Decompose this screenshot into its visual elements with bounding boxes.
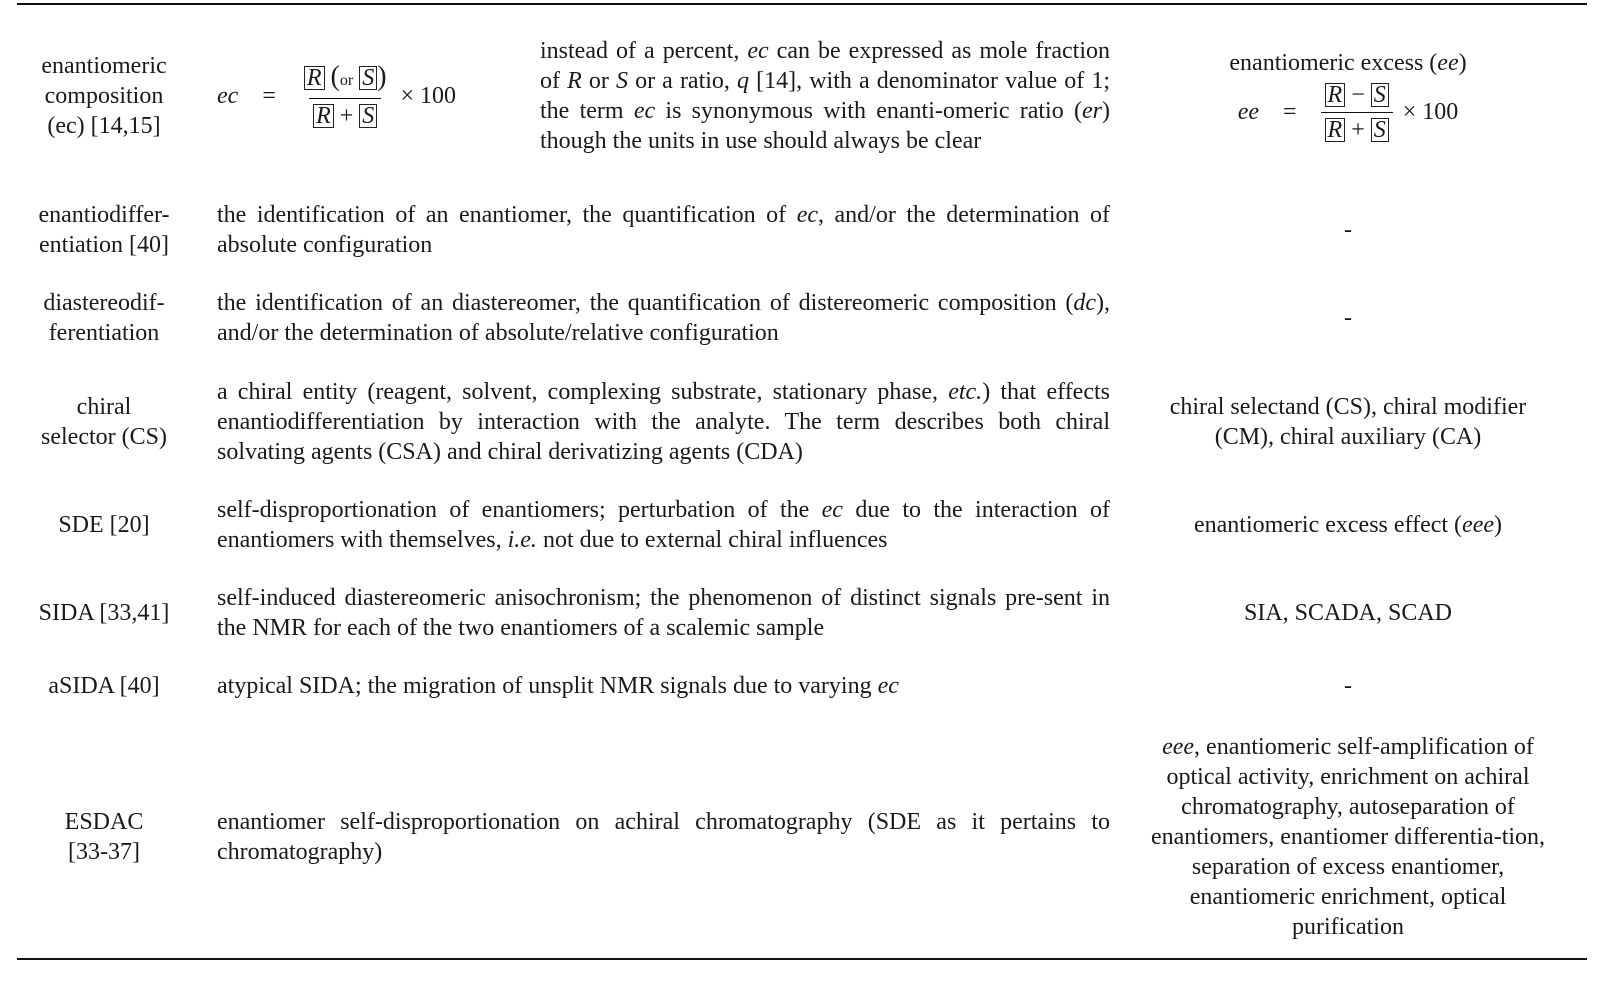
table-row bbox=[0, 580, 1603, 646]
description-cell bbox=[217, 196, 1110, 264]
term-text: aSIDA [40] bbox=[48, 673, 160, 699]
description-cell bbox=[217, 492, 1110, 558]
term-cell bbox=[17, 20, 191, 172]
synonym-cell bbox=[1148, 668, 1548, 704]
term-text: SDE [20] bbox=[58, 512, 150, 538]
description-cell bbox=[540, 20, 1110, 172]
synonym-cell bbox=[1148, 730, 1548, 944]
synonym-text: - bbox=[1344, 305, 1352, 331]
term-text: enantiomeric composition (ec) [14,15] bbox=[41, 53, 167, 139]
synonym-text: - bbox=[1344, 217, 1352, 243]
synonym-text: eee, enantiomeric self-amplification of optical activity, enrichment on achiral chromatography, autoseparation of enantiomers, enantiomer differentia-tion, separation of excess enantiomer, enantiomeric enrichment, optical purification bbox=[1150, 734, 1546, 940]
table-top-rule bbox=[17, 3, 1587, 5]
synonym-cell bbox=[1148, 580, 1548, 646]
term-text: SIDA [33,41] bbox=[38, 600, 170, 626]
description-text: self-induced diastereomeric anisochronism; the phenomenon of distinct signals pre-sent in the NMR for each of the two enantiomers of a scalemic sample bbox=[217, 585, 1110, 641]
description-text: a chiral entity (reagent, solvent, complexing substrate, stationary phase, etc.) that effects enantiodifferentiation by interaction with the analyte. The term describes both chiral solvating agents (CSA) and chiral derivatizing agents (CDA) bbox=[217, 379, 1110, 465]
term-cell bbox=[17, 668, 191, 704]
term-text: ESDAC [33-37] bbox=[64, 809, 144, 865]
synonym-cell bbox=[1148, 284, 1548, 352]
synonym-text: enantiomeric excess effect (eee) bbox=[1193, 512, 1503, 538]
table-row bbox=[0, 492, 1603, 558]
term-cell bbox=[17, 375, 191, 469]
description-text: atypical SIDA; the migration of unsplit NMR signals due to varying ec bbox=[217, 673, 899, 699]
description-cell bbox=[217, 375, 1110, 469]
description-cell bbox=[217, 730, 1110, 944]
term-cell bbox=[17, 730, 191, 944]
description-text: instead of a percent, ec can be expressed as mole fraction of R or S or a ratio, q [14], with a denominator value of 1; the term ec is synonymous with enanti-omeric ratio (er) though the units in use should always be clear bbox=[540, 38, 1110, 154]
synonym-text: SIA, SCADA, SCAD bbox=[1243, 600, 1453, 626]
ee-title: enantiomeric excess (ee) bbox=[1229, 49, 1467, 76]
synonym-text: - bbox=[1344, 673, 1352, 699]
synonym-cell bbox=[1148, 20, 1548, 172]
term-cell bbox=[17, 580, 191, 646]
description-text: self-disproportionation of enantiomers; perturbation of the ec due to the interaction of enantiomers with themselves, i.e. not due to external chiral influences bbox=[217, 497, 1110, 553]
term-cell bbox=[17, 196, 191, 264]
term-cell bbox=[17, 284, 191, 352]
ee-fraction: $\frac{R - S}{R + S}$ bbox=[1321, 80, 1393, 145]
table-row bbox=[0, 730, 1603, 944]
synonym-cell bbox=[1148, 375, 1548, 469]
synonym-cell bbox=[1148, 492, 1548, 558]
table-row bbox=[0, 668, 1603, 704]
description-text: enantiomer self-disproportionation on achiral chromatography (SDE as it pertains to chromatography) bbox=[217, 809, 1110, 865]
ec-fraction: $\frac{\text{R (or S )}}{R + S}$ bbox=[300, 62, 391, 131]
term-text: chiral selector (CS) bbox=[41, 394, 167, 450]
term-cell bbox=[17, 492, 191, 558]
ec-formula-cell bbox=[217, 20, 517, 172]
table-row bbox=[0, 196, 1603, 264]
ee-formula: ee = $\frac{R - S}{R + S}$ × 100 bbox=[1237, 81, 1459, 143]
description-cell bbox=[217, 668, 1110, 704]
description-cell bbox=[217, 580, 1110, 646]
table-row bbox=[0, 375, 1603, 469]
description-cell bbox=[217, 284, 1110, 352]
table-row bbox=[0, 20, 1603, 172]
term-text: enantiodiffer- entiation [40] bbox=[38, 202, 170, 258]
term-text: diastereodif- ferentiation bbox=[43, 290, 165, 346]
description-text: the identification of an diastereomer, the quantification of distereomeric composition (dc), and/or the determination of absolute/relative configuration bbox=[217, 290, 1110, 346]
table-bottom-rule bbox=[17, 958, 1587, 960]
table-row bbox=[0, 284, 1603, 352]
ec-formula: ec = $\frac{\text{R (or S )}}{R + S}$ × 100 bbox=[217, 60, 457, 129]
synonym-text: chiral selectand (CS), chiral modifier (CM), chiral auxiliary (CA) bbox=[1169, 394, 1527, 450]
synonym-cell bbox=[1148, 196, 1548, 264]
description-text: the identification of an enantiomer, the quantification of ec, and/or the determination of absolute configuration bbox=[217, 202, 1110, 258]
